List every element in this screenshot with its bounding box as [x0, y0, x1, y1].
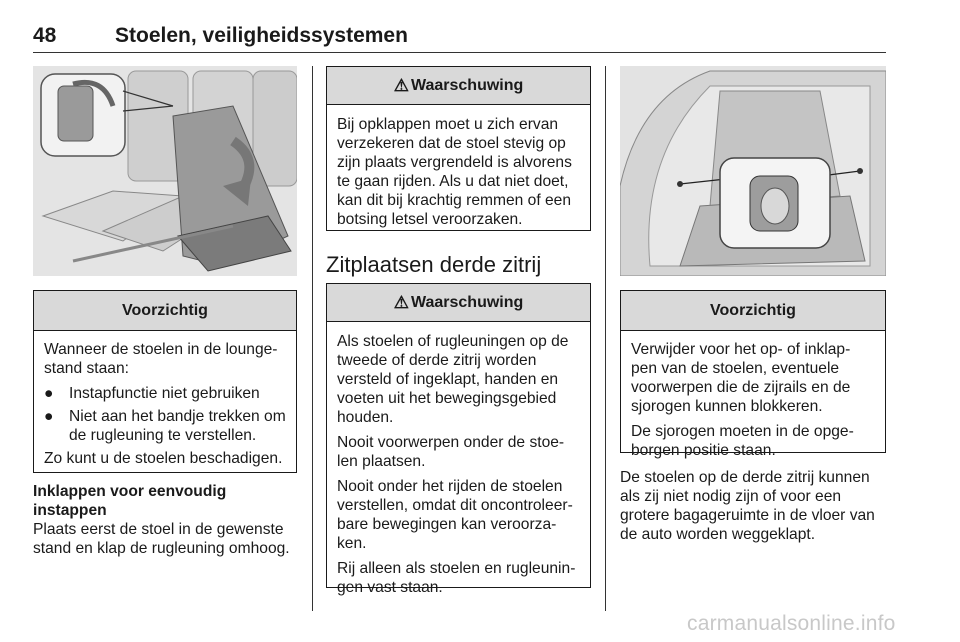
caution-intro: Wanneer de stoelen in de lounge-stand staan: — [44, 341, 278, 377]
page-number: 48 — [33, 24, 57, 47]
caution-box-rails — [620, 290, 886, 459]
warning-box-body — [327, 322, 590, 597]
caution-bullet-text: Instapfunctie niet gebruiken — [69, 385, 260, 402]
warning-paragraph: Rij alleen als stoelen en rugleunin-gen vast staan. — [337, 560, 576, 596]
warning-triangle-icon: ⚠ — [393, 75, 409, 95]
caution-bullet — [44, 407, 286, 445]
warning-box-body — [327, 105, 590, 229]
warning-paragraph: Nooit onder het rijden de stoelen verstellen, omdat dit oncontroleer-bare bewegingen kan veroorza-ken. — [337, 478, 573, 552]
warning-box-third-row — [326, 283, 591, 596]
watermark-text: carmanualsonline.info — [687, 612, 896, 635]
section-title: Zitplaatsen derde zitrij — [326, 252, 542, 277]
luggage-compartment-illustration — [620, 66, 886, 276]
warning-box-header — [327, 284, 590, 322]
caution-outro: Zo kunt u de stoelen beschadigen. — [44, 450, 283, 467]
caution-box-lounge — [33, 290, 297, 473]
body-paragraph: Plaats eerst de stoel in de gewenste stand en klap de rugleuning omhoog. — [33, 521, 290, 557]
caution-bullet-text: Niet aan het bandje trekken om de rugleuning te verstellen. — [69, 408, 286, 444]
column-divider-right — [605, 66, 606, 611]
caution-box-body — [621, 331, 885, 460]
subheading: Inklappen voor eenvoudig instappen — [33, 483, 227, 519]
warning-box-title: Waarschuwing — [410, 76, 524, 94]
bullet-dot-icon: ● — [44, 385, 54, 402]
warning-triangle-icon: ⚠ — [393, 292, 409, 312]
caution-box-title: Voorzichtig — [34, 291, 296, 331]
col3-body-paragraph: De stoelen op de derde zitrij kunnen als zij niet nodig zijn of voor een grotere bagageruimte in de vloer van de auto worden weggeklapt. — [620, 469, 875, 543]
warning-box-title: Waarschuwing — [410, 293, 524, 311]
column-divider-left — [312, 66, 313, 611]
bullet-dot-icon: ● — [44, 408, 54, 425]
col1-text-block — [33, 482, 303, 558]
warning-paragraph: Als stoelen of rugleuningen op de tweede of derde zitrij worden versteld of ingeklapt, handen en voeten uit het bewegingsgebied houden. — [337, 333, 569, 426]
warning-box-fold-up — [326, 66, 591, 231]
seat-folding-illustration — [33, 66, 297, 276]
page-title: Stoelen, veiligheidssystemen — [115, 24, 408, 47]
caution-bullet — [44, 384, 286, 403]
warning-box-header — [327, 67, 590, 105]
warning-text: Bij opklappen moet u zich ervan verzekeren dat de stoel stevig op zijn plaats vergrendeld is alvorens te gaan rijden. Als u dat niet doet, kan dit bij krachtig remmen of een botsing letsel veroorzaken. — [337, 116, 572, 228]
caution-box-title: Voorzichtig — [621, 291, 885, 331]
page-header — [33, 22, 886, 53]
warning-paragraph: Nooit voorwerpen onder de stoe-len plaatsen. — [337, 434, 565, 470]
caution-paragraph: Verwijder voor het op- of inklap-pen van de stoelen, eventuele voorwerpen die de zijrails en de sjorogen kunnen blokkeren. — [631, 341, 851, 415]
caution-paragraph: De sjorogen moeten in de opge-borgen positie staan. — [631, 423, 854, 459]
caution-box-body — [34, 331, 296, 468]
